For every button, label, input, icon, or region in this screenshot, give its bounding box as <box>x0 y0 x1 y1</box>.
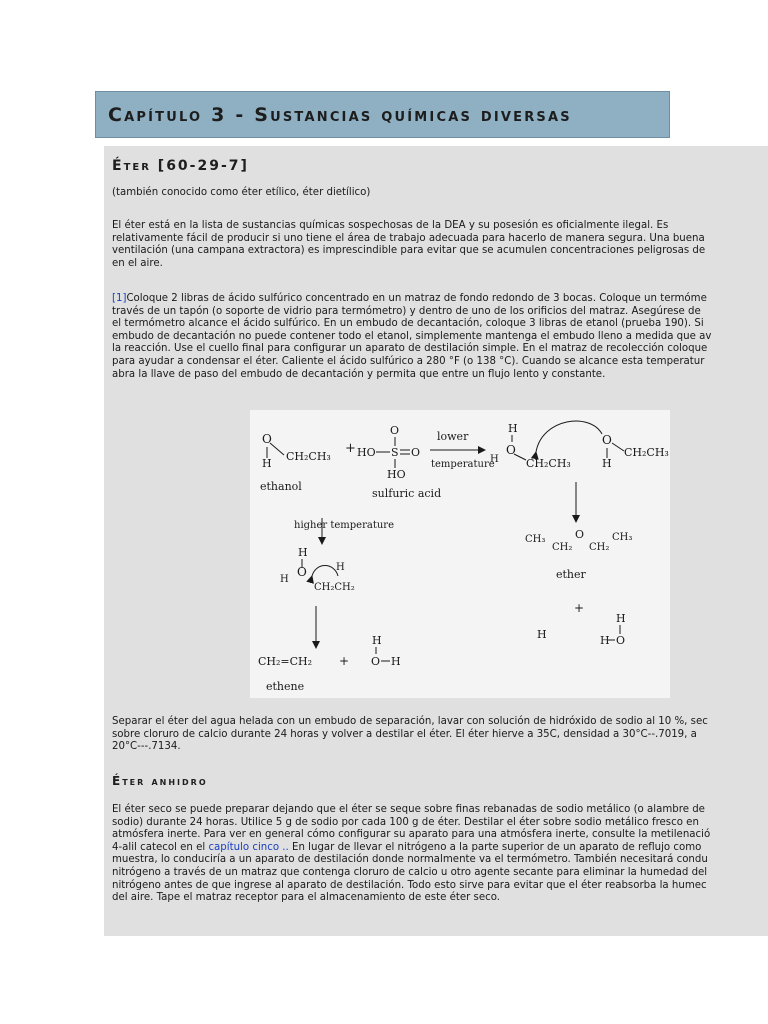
hydrogen-label: H <box>372 634 382 647</box>
bond-line <box>270 443 284 455</box>
hydrogen-label: H <box>602 457 612 470</box>
text-line: muestra, lo conduciría a un aparato de destilación donde normalmente va el termómetro. También necesitará condu <box>112 854 708 866</box>
text-span: En lugar de llevar el nitrógeno a la parte superior de un aparato de reflujo como <box>288 841 702 853</box>
sulfur-label: S <box>391 446 399 459</box>
text-line: del aire. Tape el matraz receptor para el almacenamiento de este éter seco. <box>112 892 501 904</box>
reaction-figure <box>250 410 670 698</box>
text-line: el termómetro alcance el ácido sulfúrico. En un embudo de decantación, coloque 3 libras de etanol (prueba 190). Si <box>112 318 704 330</box>
ethene-label: ethene <box>266 680 305 693</box>
lower-label: lower <box>437 430 469 443</box>
hydrogen-label: H <box>280 574 289 585</box>
text-line: El éter está en la lista de sustancias químicas sospechosas de la DEA y su posesión es oficialmente ilegal. Es <box>112 220 669 231</box>
ethyl-group: CH₂CH₃ <box>286 450 331 463</box>
text-line: para ayudar a condensar el éter. Caliente el ácido sulfúrico a 280 °F (o 138 °C). Cuando se alcance esta temperatur <box>112 355 705 367</box>
text-line: abra la llave de paso del embudo de decantación y permita que entre un flujo lento y constante. <box>112 368 606 380</box>
text-line: en el aire. <box>112 257 163 269</box>
ethene-formula: CH₂=CH₂ <box>258 655 313 668</box>
electron-arrow <box>312 566 338 577</box>
after-paragraph <box>112 716 768 754</box>
text-line: relativamente fácil de producir si uno tiene el área de trabajo adecuada para hacerlo de manera segura. Una buena <box>112 232 705 244</box>
ether-molecule <box>525 528 632 581</box>
oxygen-label: O <box>411 446 421 459</box>
aka-text: (también conocido como éter etílico, éter dietílico) <box>112 187 371 198</box>
text-line: 20°C---.7134. <box>112 741 181 753</box>
plus-sign: + <box>574 601 585 615</box>
oxygen-label: O <box>371 655 381 668</box>
ethanol-second <box>602 433 669 470</box>
procedure-paragraph <box>112 293 768 381</box>
bond-line <box>514 454 526 460</box>
ethyl-group: CH₂CH₃ <box>624 446 669 459</box>
ethene-molecule <box>258 655 312 693</box>
reaction-diagram <box>250 410 670 698</box>
text-line: ventilación (una campana extractora) es imprescindible para evitar que se acumulen concentraciones peligrosas de <box>112 245 706 257</box>
text-line: sodio) durante 24 horas. Utilice 5 g de sodio por cada 100 g de éter. Destilar el éter sobre sodio metálico fresco en <box>112 816 699 828</box>
section-title-anhidro: Éter anhidro <box>112 774 208 788</box>
text-line: embudo de decantación no puede contener todo el etanol, simplemente mantenga el embudo lleno a medida que av <box>112 330 712 342</box>
reference-link[interactable]: [1] <box>112 293 127 304</box>
sulfuric-acid-label: sulfuric acid <box>372 487 442 500</box>
methylene-group: CH₂ <box>589 542 610 553</box>
text-line: sobre cloruro de calcio durante 24 horas y volver a destilar el éter. El éter hierve a 35C, densidad a 30°C--.7019, a <box>112 728 697 740</box>
content-box <box>104 146 768 936</box>
chapter-header <box>95 91 670 138</box>
oxygen-label: O <box>262 432 272 446</box>
hydrogen-label: H <box>508 422 518 435</box>
chapter-title: Capítulo 3 - Sustancias químicas diversas <box>108 103 572 126</box>
text-span: 4-alil catecol en el <box>112 841 209 853</box>
ether-label: ether <box>556 568 586 581</box>
oxygen-label: O <box>575 528 585 541</box>
text-span: Coloque 2 libras de ácido sulfúrico concentrado en un matraz de fondo redondo de 3 bocas. Coloque un termóme <box>126 293 707 304</box>
methyl-group: CH₃ <box>525 534 546 545</box>
higher-temperature-label: higher temperature <box>294 520 394 531</box>
plus-sign: + <box>345 441 356 456</box>
hydrogen-label: H <box>336 562 345 573</box>
proton-label: H <box>537 628 547 641</box>
temperature-label: temperature <box>431 459 495 470</box>
ethanol-label: ethanol <box>260 480 302 493</box>
oxygen-label: O <box>602 433 612 447</box>
methyl-group: CH₃ <box>612 532 633 543</box>
higher-temperature-arrow <box>294 518 394 544</box>
text-line: El éter seco se puede preparar dejando que el éter se seque sobre finas rebanadas de sodio metálico (o alambre de <box>112 804 705 815</box>
hydrogen-label: H <box>262 457 272 470</box>
text-line: nitrógeno a través de un matraz que contenga cloruro de calcio u otro agente secante para eliminar la humedad del <box>112 866 708 878</box>
lower-temperature-arrow <box>430 430 495 470</box>
protonated-ethanol-elimination <box>280 546 355 593</box>
oxygen-label: O <box>506 443 516 457</box>
oxygen-label: O <box>297 565 307 579</box>
intro-paragraph <box>112 220 768 270</box>
water-molecule <box>600 612 626 647</box>
hydrogen-label: H <box>490 454 499 465</box>
ethylene-fragment: CH₂CH₂ <box>314 582 355 593</box>
plus-sign: + <box>339 654 350 668</box>
oxygen-label: O <box>390 424 400 437</box>
ethyl-group: CH₂CH₃ <box>526 457 571 470</box>
text-line: Separar el éter del agua helada con un embudo de separación, lavar con solución de hidróxido de sodio al 10 %, sec <box>112 716 708 727</box>
text-line: través de un tapón (o soporte de vidrio para termómetro) y dentro de uno de los orificios del matraz. Asegúrese de <box>112 305 701 317</box>
text-line <box>112 842 768 855</box>
ethanol-molecule <box>260 432 331 493</box>
hydrogen-label: H <box>600 634 610 647</box>
hydroxyl-label: HO <box>387 468 406 481</box>
hydrogen-label: H <box>298 546 308 559</box>
oxygen-label: O <box>616 634 626 647</box>
protonated-ethanol <box>490 421 602 470</box>
hydrogen-label: H <box>616 612 626 625</box>
text-line: atmósfera inerte. Para ver en general cómo configurar su aparato para una atmósfera inerte, consulte la metilenació <box>112 829 711 841</box>
section-title-eter: Éter [60-29-7] <box>112 158 249 174</box>
bond-line <box>612 443 624 451</box>
hydrogen-label: H <box>391 655 401 668</box>
text-line: nitrógeno antes de que ingrese al aparato de destilación. Todo esto sirve para evitar que el éter reabsorba la humec <box>112 879 707 891</box>
text-line: la reacción. Use el cuello final para configurar un aparato de destilación simple. En el matraz de recolección coloque <box>112 343 708 355</box>
text-line <box>112 293 768 306</box>
electron-arrow <box>536 421 602 452</box>
water-molecule-2 <box>371 634 401 668</box>
chapter-five-link[interactable]: capítulo cinco .. <box>208 841 289 853</box>
anhidro-paragraph <box>112 804 768 905</box>
hydroxyl-label: HO <box>357 446 376 459</box>
sulfuric-acid-molecule <box>357 424 441 500</box>
methylene-group: CH₂ <box>552 542 573 553</box>
